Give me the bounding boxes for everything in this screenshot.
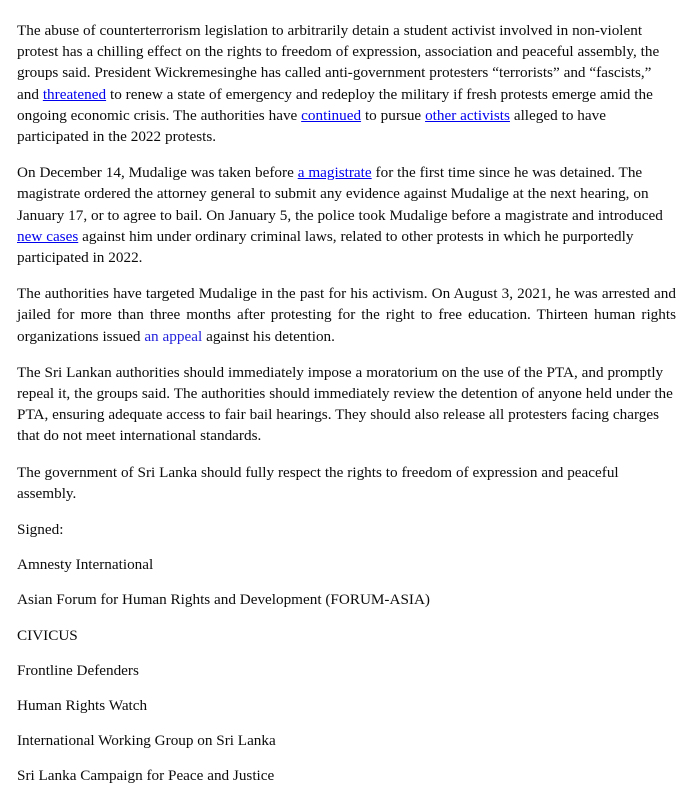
paragraph-1-text-segment-4: alleged to have participated in the 2022 protests. (17, 106, 606, 146)
signed-heading: Signed: (17, 521, 64, 539)
paragraph-3-text-segment-2: against his detention. (202, 327, 335, 345)
paragraph-counterterrorism-abuse (17, 20, 676, 147)
signatory-item: Amnesty International (17, 556, 154, 574)
paragraph-1-text-segment-3: to pursue (361, 106, 426, 124)
paragraph-2-text-segment-3: against him under ordinary criminal laws, related to other protests in which he purportedly participated in 2022. (17, 227, 634, 267)
link-a-magistrate[interactable]: a magistrate (297, 164, 372, 182)
signatory-item: International Working Group on Sri Lanka (17, 732, 276, 750)
link-an-appeal[interactable]: an appeal (144, 327, 203, 345)
paragraph-1-text-segment-1: The abuse of counterterrorism legislation to arbitrarily detain a student activist involved in non-violent protest has a chilling effect on the rights to freedom of expression, association and peaceful assembly, the groups said. President Wickremesinghe has called anti-government protesters “terrorists” and “fascists,” and (17, 22, 660, 103)
signatory-item: CIVICUS (17, 626, 78, 644)
paragraph-past-targeting (17, 283, 676, 347)
link-continued[interactable]: continued (301, 106, 362, 124)
signatory-item: Sri Lanka Campaign for Peace and Justice (17, 767, 275, 785)
paragraph-2-text-segment-1: On December 14, Mudalige was taken before (17, 164, 298, 182)
signatory-item: Asian Forum for Human Rights and Development (FORUM-ASIA) (17, 591, 430, 609)
paragraph-1-text-segment-2: to renew a state of emergency and redeploy the military if fresh protests emerge amid the ongoing economic crisis. The authorities have (17, 85, 653, 124)
paragraph-magistrate-hearings (17, 162, 676, 268)
signatory-item: Frontline Defenders (17, 661, 139, 679)
paragraph-2-text-segment-2: for the first time since he was detained. The magistrate ordered the attorney general to submit any evidence against Mudalige at the next hearing, on January 17, or to agree to bail. On January 5, the police took Mudalige before a magistrate and introduced (17, 164, 663, 224)
paragraph-3-text-segment-1: The authorities have targeted Mudalige in the past for his activism. On August 3, 2021, he was arrested and jailed for more than three months after protesting for the right to free education. Thirteen human rights organizations issued (17, 285, 676, 345)
link-threatened[interactable]: threatened (42, 85, 107, 103)
paragraph-pta-moratorium-demand: The Sri Lankan authorities should immediately impose a moratorium on the use of the PTA, and promptly repeal it, the groups said. The authorities should immediately review the detention of anyone held under the PTA, ensuring adequate access to fair bail hearings. They should also release all protesters facing charges that do not meet international standards. (17, 363, 673, 445)
signatory-item: Human Rights Watch (17, 697, 148, 715)
link-new-cases[interactable]: new cases (17, 227, 79, 245)
paragraph-government-respect-rights: The government of Sri Lanka should fully respect the rights to freedom of expression and peaceful assembly. (17, 463, 619, 502)
link-other-activists[interactable]: other activists (425, 106, 510, 124)
